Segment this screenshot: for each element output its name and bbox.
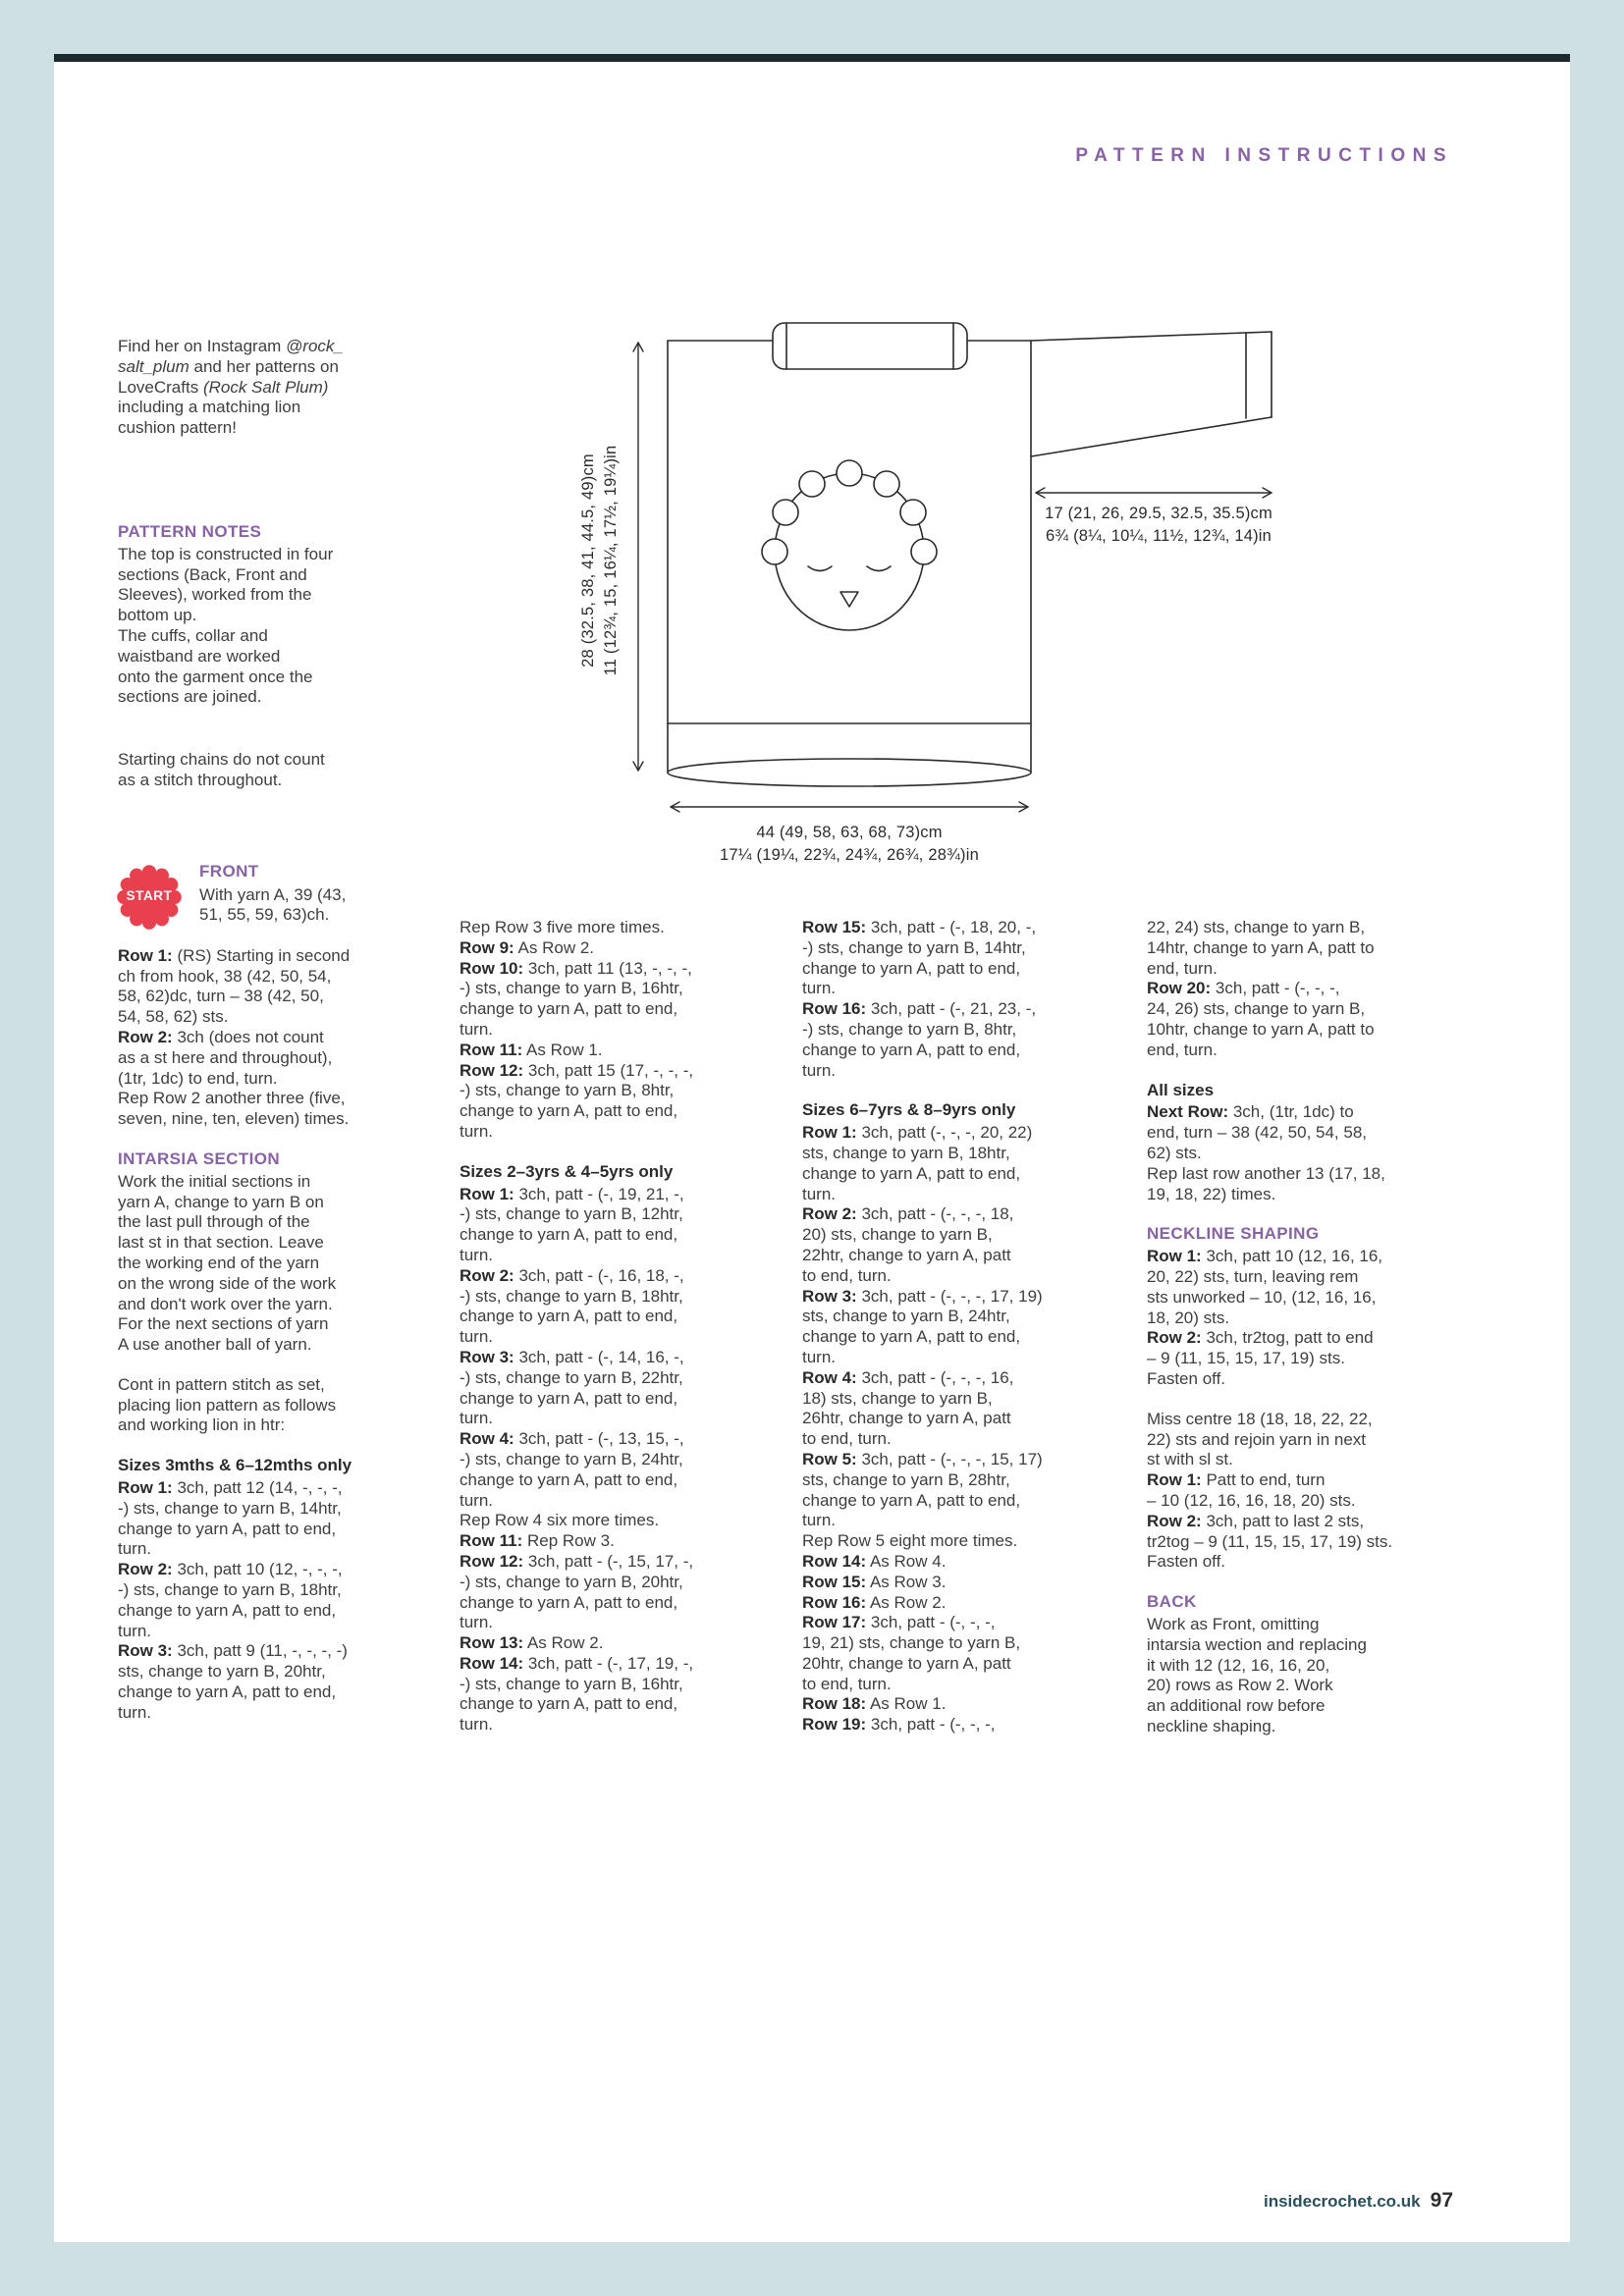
dimension-arrows — [633, 343, 1272, 812]
magazine-page — [54, 54, 1570, 2242]
pattern-paragraph: Starting chains do not count as a stitch throughout. — [118, 750, 325, 789]
size-subheading: Sizes 3mths & 6–12mths only — [118, 1456, 352, 1475]
page-kicker: PATTERN INSTRUCTIONS — [1075, 145, 1453, 166]
sleeve-in: 6¾ (8¼, 10¼, 11½, 12¾, 14)in — [1045, 527, 1272, 545]
lion-mane-scallops — [762, 460, 937, 564]
start-badge-label: START — [126, 888, 173, 904]
pattern-paragraph: Row 15: 3ch, patt - (-, 18, 20, -, -) sts, change to yarn B, 14htr, change to yarn A, patt to end, turn. Row 16: 3ch, patt - (-, 21, 23, -, -) sts, change to yarn B, 8htr, change to yarn A, patt to end, turn. — [802, 918, 1037, 1080]
pattern-paragraph: Cont in pattern stitch as set, placing lion pattern as follows and working lion in htr: — [118, 1374, 337, 1435]
sweater-schematic-drawing — [584, 319, 1311, 893]
pattern-paragraph: Row 1: 3ch, patt 12 (14, -, -, -, -) sts, change to yarn B, 14htr, change to yarn A, patt to end, turn. Row 2: 3ch, patt 10 (12, -, -, -, -) sts, change to yarn B, 18htr, change to yarn A, patt to end, turn. Row 3: 3ch, patt 9 (11, -, -, -, -) sts, change to yarn B, 20htr, change to yarn A, patt to end, turn. — [118, 1478, 348, 1722]
pattern-column-2 — [460, 918, 754, 1735]
pattern-paragraph: Work as Front, omitting intarsia wection and replacing it with 12 (12, 16, 16, 20, 20) rows as Row 2. Work an additional row before neckline shaping. — [1147, 1614, 1367, 1735]
pattern-paragraph: The top is constructed in four sections (Back, Front and Sleeves), worked from the bottom up. The cuffs, collar and waistband are worked onto the garment once the sections are joined. — [118, 544, 334, 707]
site-url: insidecrochet.co.uk — [1263, 2192, 1421, 2211]
start-front-block — [118, 860, 412, 934]
size-subheading: Sizes 2–3yrs & 4–5yrs only — [460, 1161, 674, 1181]
page-number: 97 — [1430, 2189, 1453, 2212]
section-heading: NECKLINE SHAPING — [1147, 1224, 1320, 1244]
width-in: 17¼ (19¼, 22¾, 24¾, 26¾, 28¾)in — [720, 846, 979, 864]
pattern-paragraph: Find her on Instagram @rock_ salt_plum and her patterns on LoveCrafts (Rock Salt Plum) including a matching lion cushion pattern! — [118, 337, 344, 438]
lion-right-eye — [867, 566, 891, 571]
sleeve-outline — [1031, 332, 1272, 456]
size-subheading: Sizes 6–7yrs & 8–9yrs only — [802, 1100, 1016, 1120]
pattern-paragraph: Row 1: 3ch, patt - (-, 19, 21, -, -) sts, change to yarn B, 12htr, change to yarn A, patt to end, turn. Row 2: 3ch, patt - (-, 16, 18, -, -) sts, change to yarn B, 18htr, change to yarn A, patt to end, turn. Row 3: 3ch, patt - (-, 14, 16, -, -) sts, change to yarn B, 22htr, change to yarn A, patt to end, turn. Row 4: 3ch, patt - (-, 13, 15, -, -) sts, change to yarn B, 24htr, change to yarn A, patt to end, turn. Rep Row 4 six more times. Row 11: Rep Row 3. Row 12: 3ch, patt - (-, 15, 17, -, -) sts, change to yarn B, 20htr, change to yarn A, patt to end, turn. Row 13: As Row 2. Row 14: 3ch, patt - (-, 17, 19, -, -) sts, change to yarn B, 16htr, change to yarn A, patt to end, turn. — [460, 1184, 694, 1735]
pattern-column-1 — [118, 337, 412, 1724]
pattern-column-4 — [1147, 918, 1441, 1737]
width-cm: 44 (49, 58, 63, 68, 73)cm — [756, 824, 943, 841]
pattern-paragraph: Rep Row 3 five more times. Row 9: As Row 2. Row 10: 3ch, patt 11 (13, -, -, -, -) sts, change to yarn B, 16htr, change to yarn A, patt to end, turn. Row 11: As Row 1. Row 12: 3ch, patt 15 (17, -, -, -, -) sts, change to yarn B, 8htr, change to yarn A, patt to end, turn. — [460, 918, 694, 1141]
height-measurement-label — [577, 325, 623, 796]
section-heading: BACK — [1147, 1592, 1197, 1612]
width-measurement-label — [653, 822, 1046, 867]
sleeve-cm: 17 (21, 26, 29.5, 32.5, 35.5)cm — [1045, 505, 1272, 522]
pattern-paragraph: Row 1: 3ch, patt 10 (12, 16, 16, 20, 22) sts, turn, leaving rem sts unworked – 10, (12, 16, 16, 18, 20) sts. Row 2: 3ch, tr2tog, patt to end – 9 (11, 15, 15, 17, 19) sts. Fasten off. — [1147, 1247, 1383, 1388]
lion-left-eye — [808, 566, 832, 571]
pattern-paragraph: With yarn A, 39 (43, 51, 55, 59, 63)ch. — [199, 884, 347, 925]
lion-face — [762, 460, 937, 630]
height-cm: 28 (32.5, 38, 41, 44.5, 49)cm — [579, 454, 597, 667]
body-outline — [668, 341, 1031, 786]
section-heading: INTARSIA SECTION — [118, 1148, 281, 1168]
section-heading: PATTERN NOTES — [118, 521, 262, 541]
size-subheading: All sizes — [1147, 1080, 1215, 1099]
pattern-paragraph: 22, 24) sts, change to yarn B, 14htr, change to yarn A, patt to end, turn. Row 20: 3ch, patt - (-, -, -, 24, 26) sts, change to yarn B, 10htr, change to yarn A, patt to end, turn. — [1147, 918, 1375, 1059]
sleeve-measurement-label — [1016, 503, 1301, 548]
collar-outline — [773, 323, 967, 369]
top-rule — [54, 54, 1570, 62]
pattern-paragraph: Row 1: (RS) Starting in second ch from hook, 38 (42, 50, 54, 58, 62)dc, turn – 38 (42, 50, 54, 58, 62) sts. Row 2: 3ch (does not count as a st here and throughout), (1tr, 1dc) to end, turn. Rep Row 2 another three (five, seven, nine, ten, eleven) times. — [118, 945, 351, 1129]
start-badge — [112, 860, 187, 934]
pattern-paragraph: Work the initial sections in yarn A, change to yarn B on the last pull through of the last st in that section. Leave the working end of the yarn on the wrong side of the work and don't work over the yarn. For the next sections of yarn A use another ball of yarn. — [118, 1171, 337, 1355]
pattern-paragraph: Row 1: 3ch, patt (-, -, -, 20, 22) sts, change to yarn B, 18htr, change to yarn A, patt to end, turn. Row 2: 3ch, patt - (-, -, -, 18, 20) sts, change to yarn B, 22htr, change to yarn A, patt to end, turn. Row 3: 3ch, patt - (-, -, -, 17, 19) sts, change to yarn B, 24htr, change to yarn A, patt to end, turn. Row 4: 3ch, patt - (-, -, -, 16, 18) sts, change to yarn B, 26htr, change to yarn A, patt to end, turn. Row 5: 3ch, patt - (-, -, -, 15, 17) sts, change to yarn B, 28htr, change to yarn A, patt to end, turn. Rep Row 5 eight more times. Row 14: As Row 4. Row 15: As Row 3. Row 16: As Row 2. Row 17: 3ch, patt - (-, -, -, 19, 21) sts, change to yarn B, 20htr, change to yarn A, patt to end, turn. Row 18: As Row 1. Row 19: 3ch, patt - (-, -, -, — [802, 1123, 1043, 1735]
pattern-column-3 — [802, 918, 1097, 1735]
section-heading: FRONT — [199, 861, 259, 881]
pattern-paragraph: Miss centre 18 (18, 18, 22, 22, 22) sts and rejoin yarn in next st with sl st. Row 1: Patt to end, turn – 10 (12, 16, 16, 18, 20) sts. Row 2: 3ch, patt to last 2 sts, tr2tog – 9 (11, 15, 15, 17, 19) sts. Fasten off. — [1147, 1409, 1393, 1572]
lion-nose — [840, 592, 858, 607]
pattern-paragraph: Next Row: 3ch, (1tr, 1dc) to end, turn – 38 (42, 50, 54, 58, 62) sts. Rep last row another 13 (17, 18, 19, 18, 22) times. — [1147, 1102, 1385, 1203]
height-in: 11 (12¾, 15, 16¼, 17½, 19¼)in — [602, 445, 620, 676]
page-footer — [1264, 2189, 1453, 2213]
garment-schematic — [579, 319, 1311, 893]
